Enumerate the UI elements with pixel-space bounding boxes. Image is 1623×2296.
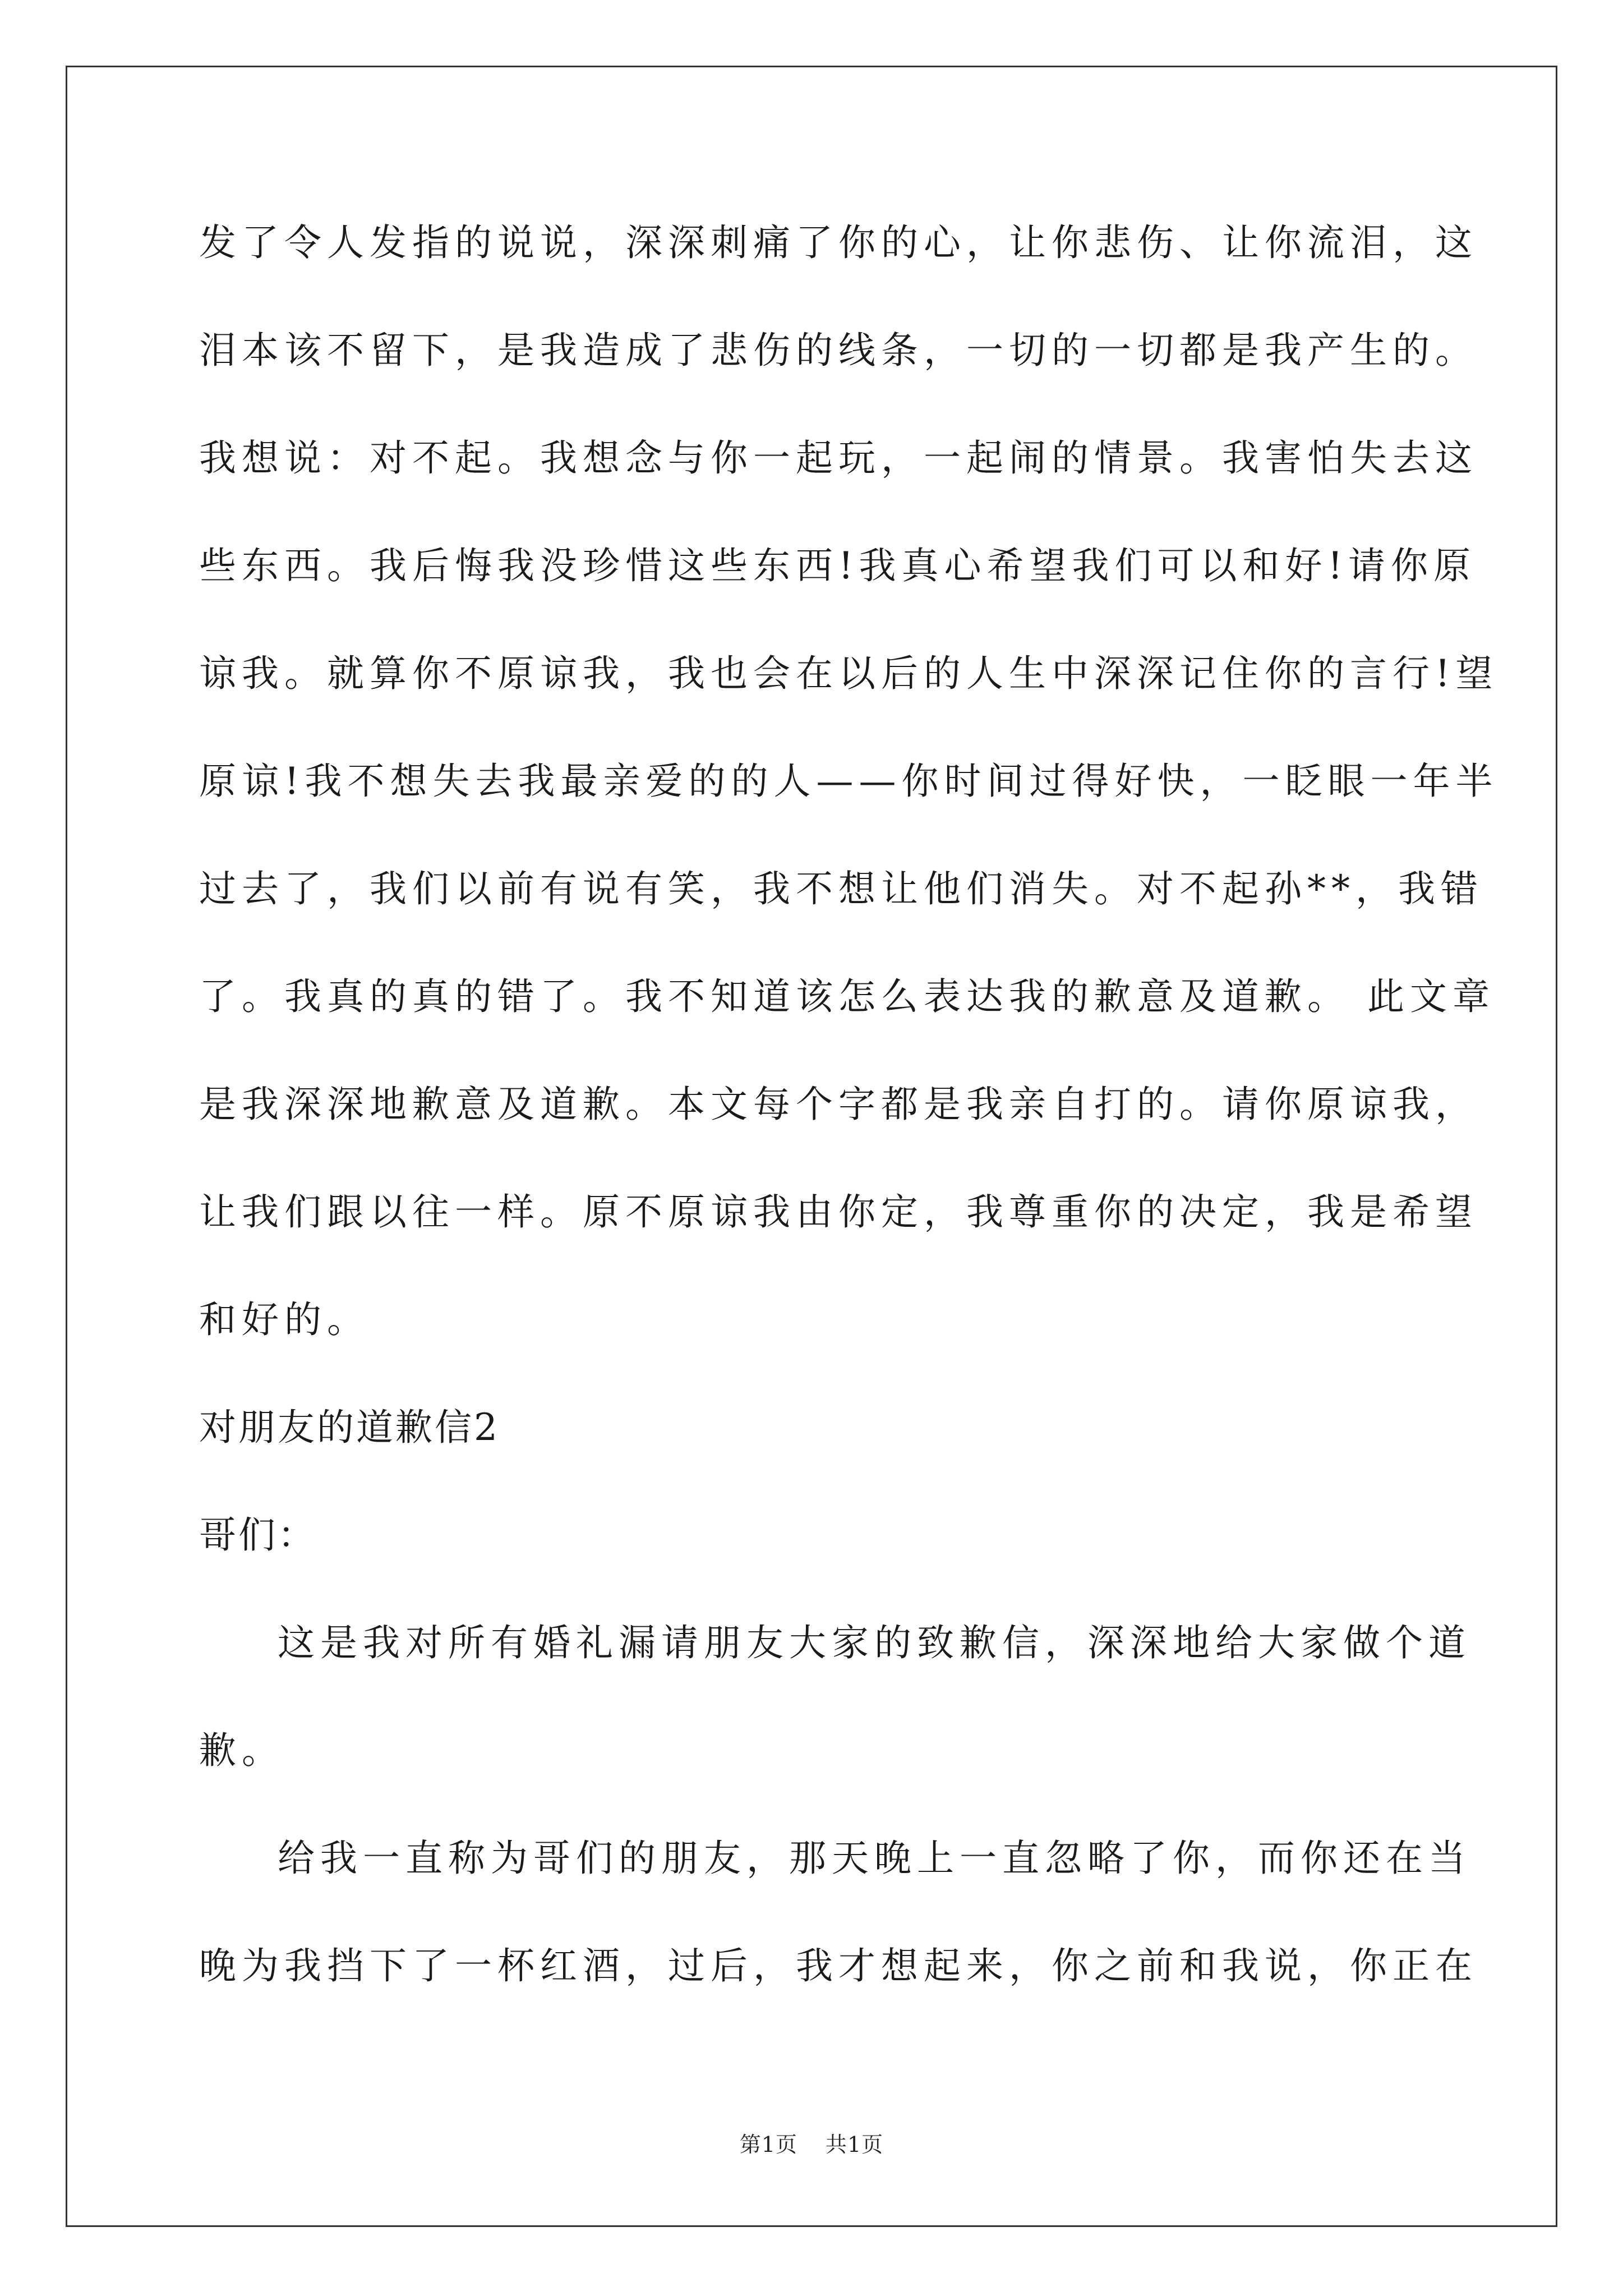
text-line: 歉。 bbox=[199, 1729, 284, 1772]
text-line: 发了令人发指的说说，深深刺痛了你的心，让你悲伤、让你流泪，这 bbox=[199, 221, 1478, 264]
text-line: 晚为我挡下了一杯红酒，过后，我才想起来，你之前和我说，你正在 bbox=[199, 1944, 1478, 1987]
text-line: 和好的。 bbox=[199, 1298, 370, 1341]
text-line: 原谅!我不想失去我最亲爱的的人——你时间过得好快，一眨眼一年半 bbox=[199, 760, 1498, 803]
text-line: 这是我对所有婚礼漏请朋友大家的致歉信，深深地给大家做个道 bbox=[278, 1621, 1471, 1664]
text-line: 些东西。我后悔我没珍惜这些东西!我真心希望我们可以和好!请你原 bbox=[199, 544, 1477, 587]
section-title: 对朋友的道歉信2 bbox=[199, 1406, 500, 1449]
text-line: 给我一直称为哥们的朋友，那天晚上一直忽略了你，而你还在当 bbox=[278, 1837, 1471, 1880]
page-footer bbox=[0, 2131, 1623, 2159]
text-line: 过去了，我们以前有说有笑，我不想让他们消失。对不起孙**，我错 bbox=[199, 867, 1483, 910]
text-line: 谅我。就算你不原谅我，我也会在以后的人生中深深记住你的言行!望 bbox=[199, 652, 1498, 695]
salutation: 哥们： bbox=[199, 1513, 317, 1557]
page-number: 第1页 bbox=[739, 2132, 797, 2157]
text-line: 我想说：对不起。我想念与你一起玩，一起闹的情景。我害怕失去这 bbox=[199, 436, 1478, 480]
text-line: 是我深深地歉意及道歉。本文每个字都是我亲自打的。请你原谅我， bbox=[199, 1083, 1478, 1126]
text-line: 了。我真的真的错了。我不知道该怎么表达我的歉意及道歉。 此文章 bbox=[199, 975, 1495, 1018]
text-line: 让我们跟以往一样。原不原谅我由你定，我尊重你的决定，我是希望 bbox=[199, 1190, 1478, 1234]
document-body bbox=[199, 216, 1498, 2047]
text-line: 泪本该不留下，是我造成了悲伤的线条，一切的一切都是我产生的。 bbox=[199, 329, 1478, 372]
page-total: 共1页 bbox=[826, 2132, 884, 2157]
